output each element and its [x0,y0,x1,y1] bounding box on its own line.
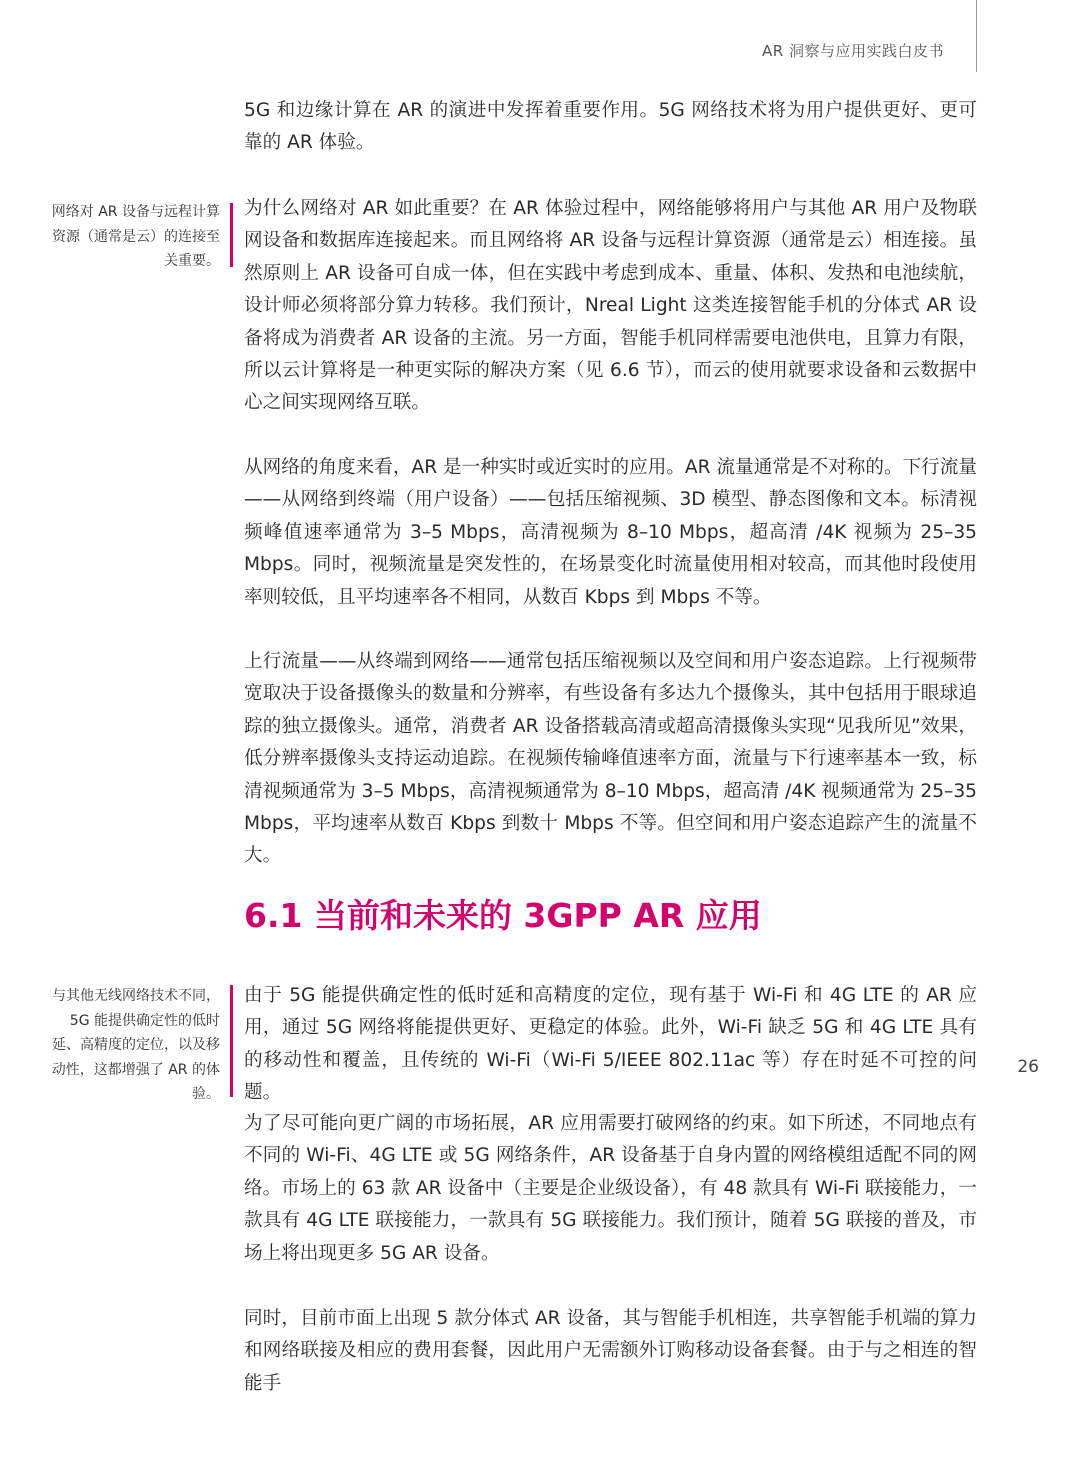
header-divider [976,0,977,72]
paragraph-intro: 5G 和边缘计算在 AR 的演进中发挥着重要作用。5G 网络技术将为用户提供更好、更可靠的 AR 体验。 [244,100,977,154]
side-note-accent-bar [230,203,233,267]
page-number: 26 [1017,1057,1039,1077]
side-note-network: 网络对 AR 设备与远程计算资源（通常是云）的连接至关重要。 [51,204,220,270]
running-header: AR 洞察与应用实践白皮书 [762,42,944,60]
section-heading: 6.1 当前和未来的 3GPP AR 应用 [244,896,762,935]
paragraph-why-network: 为什么网络对 AR 如此重要？在 AR 体验过程中，网络能够将用户与其他 AR 用户及物联网设备和数据库连接起来。而且网络将 AR 设备与远程计算资源（通常是云）相连接。虽然原则上 AR 设备可自成一体，但在实践中考虑到成本、重量、体积、发热和电池续航，设计师必须将部分算力转移。我们预计，Nreal Light 这类连接智能手机的分体式 AR 设备将成为消费者 AR 设备的主流。另一方面，智能手机同样需要电池供电，且算力有限，所以云计算将是一种更实际的解决方案（见 6.6 节），而云的使用就要求设备和云数据中心之间实现网络互联。 [244,198,977,414]
paragraph-market: 为了尽可能向更广阔的市场拓展，AR 应用需要打破网络的约束。如下所述，不同地点有不同的 Wi-Fi、4G LTE 或 5G 网络条件，AR 设备基于自身内置的网络模组适配不同的网络。市场上的 63 款 AR 设备中（主要是企业级设备），有 48 款具有 Wi-Fi 联接能力，一款具有 4G LTE 联接能力，一款具有 5G 联接能力。我们预计，随着 5G 联接的普及，市场上将出现更多 5G AR 设备。 [244,1113,977,1264]
side-note-accent-bar-2 [230,985,233,1097]
paragraph-uplink: 上行流量——从终端到网络——通常包括压缩视频以及空间和用户姿态追踪。上行视频带宽取决于设备摄像头的数量和分辨率，有些设备有多达九个摄像头，其中包括用于眼球追踪的独立摄像头。通常，消费者 AR 设备搭载高清或超高清摄像头实现“见我所见”效果，低分辨率摄像头支持运动追踪。在视频传输峰值速率方面，流量与下行速率基本一致，标清视频通常为 3–5 Mbps，高清视频通常为 8–10 Mbps，超高清 /4K 视频通常为 25–35 Mbps，平均速率从数百 Kbps 到数十 Mbps 不等。但空间和用户姿态追踪产生的流量不大。 [244,651,977,867]
paragraph-5g-advantage: 由于 5G 能提供确定性的低时延和高精度的定位，现有基于 Wi-Fi 和 4G LTE 的 AR 应用，通过 5G 网络将能提供更好、更稳定的体验。此外，Wi-Fi 缺乏 5G 和 4G LTE 具有的移动性和覆盖，且传统的 Wi-Fi（Wi-Fi 5/IEEE 802.11ac 等）存在时延不可控的问题。 [244,985,977,1104]
paragraph-downlink: 从网络的角度来看，AR 是一种实时或近实时的应用。AR 流量通常是不对称的。下行流量——从网络到终端（用户设备）——包括压缩视频、3D 模型、静态图像和文本。标清视频峰值速率通常为 3–5 Mbps，高清视频为 8–10 Mbps，超高清 /4K 视频为 25–35 Mbps。同时，视频流量是突发性的，在场景变化时流量使用相对较高，而其他时段使用率则较低，且平均速率各不相同，从数百 Kbps 到 Mbps 不等。 [244,457,977,608]
paragraph-split-devices: 同时，目前市面上出现 5 款分体式 AR 设备，其与智能手机相连，共享智能手机端的算力和网络联接及相应的费用套餐，因此用户无需额外订购移动设备套餐。由于与之相连的智能手 [244,1308,977,1394]
side-note-5g: 与其他无线网络技术不同，5G 能提供确定性的低时延、高精度的定位，以及移动性，这都增强了 AR 的体验。 [51,988,220,1103]
